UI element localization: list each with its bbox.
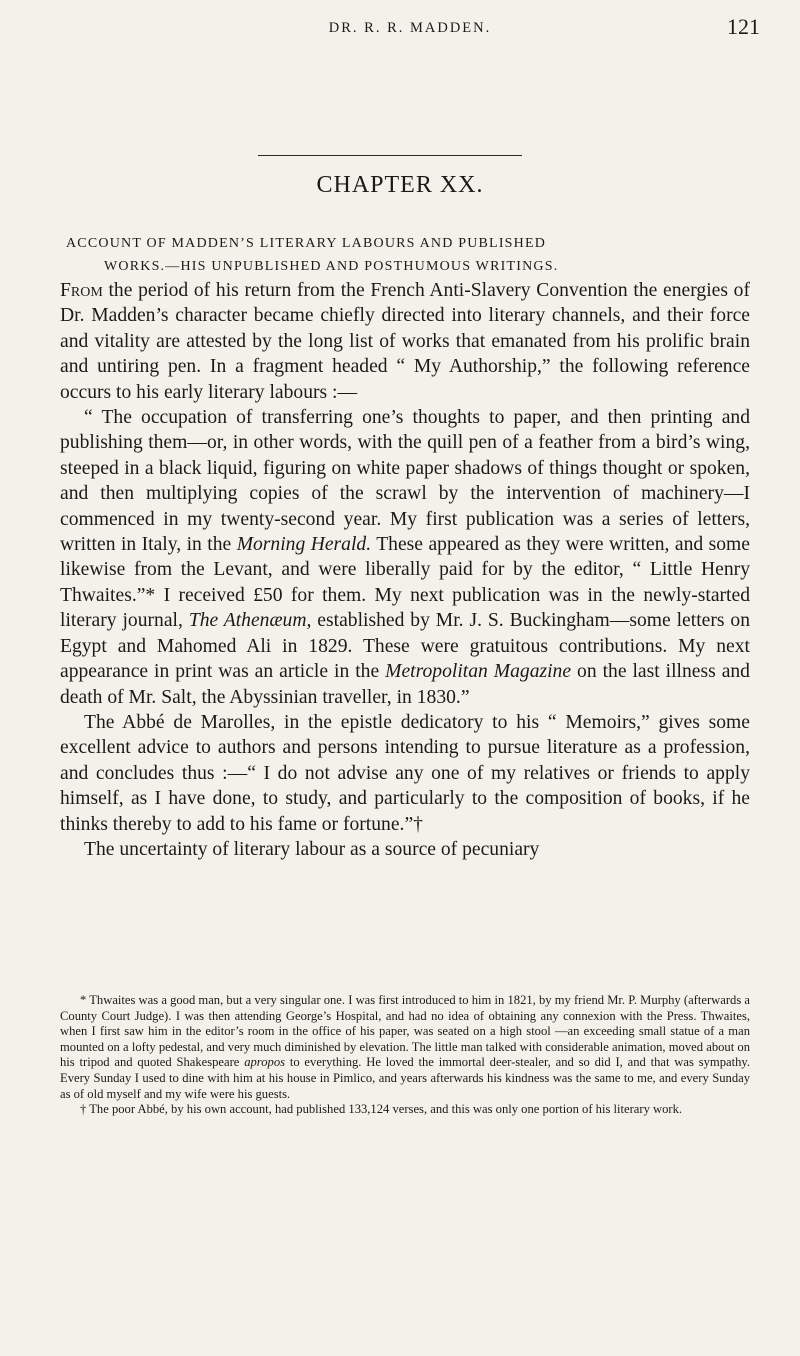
footnote-2: † The poor Abbé, by his own account, had published 133,124 verses, and this was only one portion of his literary work. [80, 1102, 683, 1117]
paragraph-2 [60, 405, 750, 710]
paragraph-4: The uncertainty of literary labour as a source of pecuniary [84, 838, 540, 860]
title-athenaeum: The Athenæum, [188, 610, 312, 632]
paragraph-2-text-d: on the last illness and death of Mr. Salt, the Abyssinian traveller, in 1830.” [60, 661, 750, 708]
paragraph-2-text-a: “ The occupation of transferring one’s thoughts to paper, and then printing and publishing them—or, in other words, with the quill pen of a feather from a bird’s wing, steeped in a black liquid, figuring on white paper shadows of things thought or spoken, and then multiplying copies of the scrawl by the intervention of machinery—I commenced in my twenty-second year. My first publication was a series of letters, written in Italy, in the [60, 407, 750, 556]
paragraph-2-text-c: established by Mr. J. S. Buckingham—some letters on Egypt and Mahomed Ali in 1829. These were gratuitous contributions. My next appearance in print was an article in the [60, 610, 750, 683]
opening-word: From [60, 280, 103, 301]
footnote-1-text-b: to everything. He loved the immortal deer-stealer, and so did I, and that was sympathy. Every Sunday I used to dine with him at his house in Pimlico, and years afterwards his kindness was the same to me, and every Sunday as of old myself and my wife were his guests. [60, 1055, 750, 1101]
paragraph-1 [60, 278, 750, 405]
title-metropolitan-magazine: Metropolitan Magazine [385, 661, 572, 683]
chapter-subtitle [66, 232, 738, 278]
footnote-1 [60, 993, 750, 1102]
chapter-title: CHAPTER XX. [316, 172, 484, 198]
chapter-subtitle-line-1: ACCOUNT OF MADDEN’S LITERARY LABOURS AND PUBLISHED [66, 236, 547, 251]
footnotes [60, 993, 750, 1118]
paragraph-1-text: the period of his return from the French Anti-Slavery Convention the energies of Dr. Madden’s character became chiefly directed into literary channels, and their force and vitality are attested by the long list of works that emanated from his prolific brain and untiring pen. In a fragment headed “ My Authorship,” the following reference occurs to his early literary labours :— [60, 280, 750, 403]
running-head [60, 14, 760, 44]
chapter-subtitle-line-2: WORKS.—HIS UNPUBLISHED AND POSTHUMOUS WRITINGS. [104, 259, 559, 274]
page-number: 121 [727, 14, 760, 39]
header-rule [258, 155, 522, 156]
title-morning-herald: Morning Herald. [236, 534, 372, 556]
footnote-1-text-a: * Thwaites was a good man, but a very singular one. I was first introduced to him in 1821, by my friend Mr. P. Murphy (afterwards a County Court Judge). I was then attending George’s Hospital, and had no idea of obtaining any connexion with the Press. Thwaites, when I first saw him in the editor’s room in the office of his paper, was seated on a high stool —an exceeding small statue of a man mounted on a lofty pedestal, and very much diminished by elevation. The little man talked with considerable animation, moved about on his tripod and quoted Shakespeare [60, 993, 750, 1070]
footnote-1-italic: apropos [244, 1055, 286, 1070]
body-text [60, 278, 750, 862]
running-title: DR. R. R. MADDEN. [328, 20, 492, 36]
paragraph-2-text-b: These appeared as they were written, and some likewise from the Levant, and were liberally paid for by the editor, “ Little Henry Thwaites.”* I received £50 for them. My next publication was in the newly-started literary journal, [60, 534, 750, 632]
paragraph-3: The Abbé de Marolles, in the epistle dedicatory to his “ Memoirs,” gives some excellent advice to authors and persons intending to pursue literature as a profession, and concludes thus :—“ I do not advise any one of my relatives or friends to apply himself, as I have done, to study, and particularly to the composition of books, if he thinks thereby to add to his fame or fortune.”† [60, 711, 750, 835]
